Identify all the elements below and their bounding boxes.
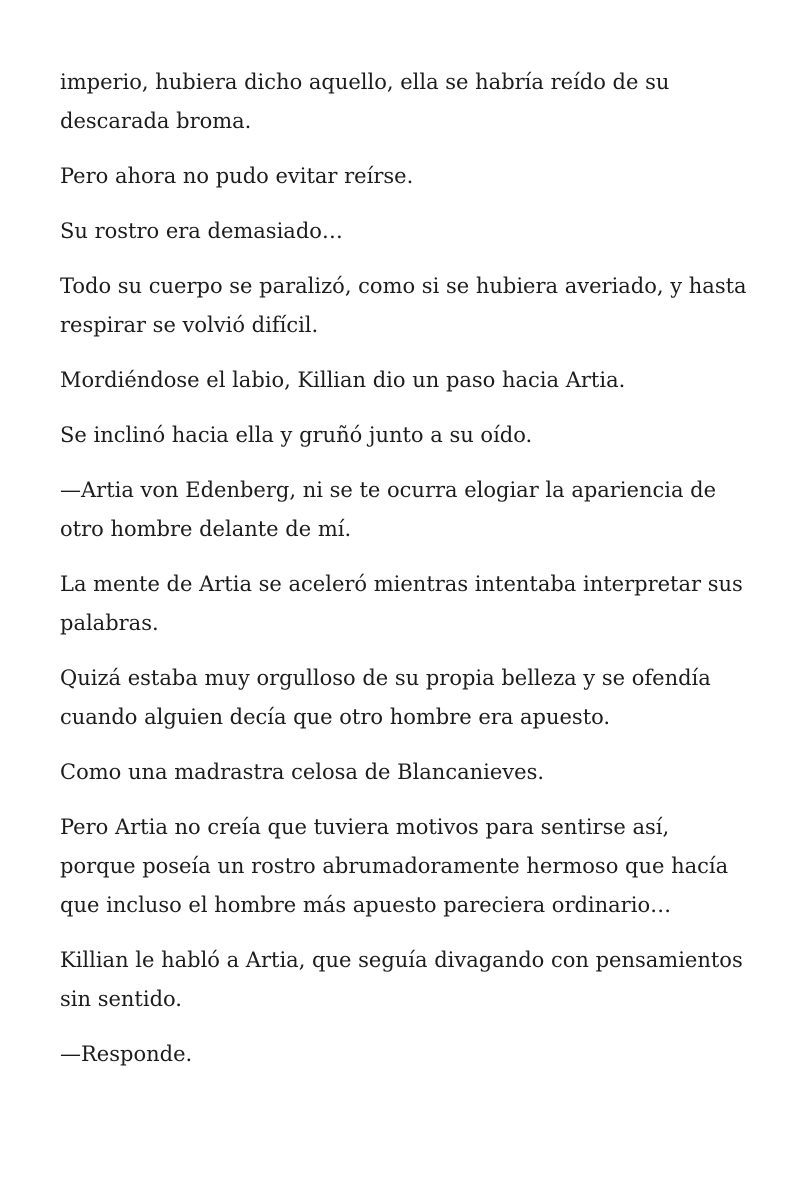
paragraph: Se inclinó hacia ella y gruñó junto a su oído. [60, 423, 533, 447]
paragraph: La mente de Artia se aceleró mientras intentaba interpretar sus palabras. [60, 572, 743, 635]
paragraph: Mordiéndose el labio, Killian dio un paso hacia Artia. [60, 368, 626, 392]
paragraph: —Artia von Edenberg, ni se te ocurra elogiar la apariencia de otro hombre delante de mí. [60, 478, 717, 541]
paragraph: Como una madrastra celosa de Blancanieves. [60, 760, 545, 784]
paragraph: Quizá estaba muy orgulloso de su propia belleza y se ofendía cuando alguien decía que otro hombre era apuesto. [60, 666, 711, 729]
paragraph: Todo su cuerpo se paralizó, como si se hubiera averiado, y hasta respirar se volvió difícil. [60, 274, 747, 337]
paragraph: imperio, hubiera dicho aquello, ella se habría reído de su descarada broma. [60, 70, 670, 133]
paragraph: Pero ahora no pudo evitar reírse. [60, 164, 414, 188]
paragraph: —Responde. [60, 1042, 193, 1066]
reader-page [60, 63, 750, 1090]
paragraph: Su rostro era demasiado… [60, 219, 343, 243]
paragraph: Killian le habló a Artia, que seguía divagando con pensamientos sin sentido. [60, 948, 743, 1011]
paragraph: Pero Artia no creía que tuviera motivos para sentirse así, porque poseía un rostro abrumadoramente hermoso que hacía que incluso el hombre más apuesto pareciera ordinario… [60, 815, 729, 917]
